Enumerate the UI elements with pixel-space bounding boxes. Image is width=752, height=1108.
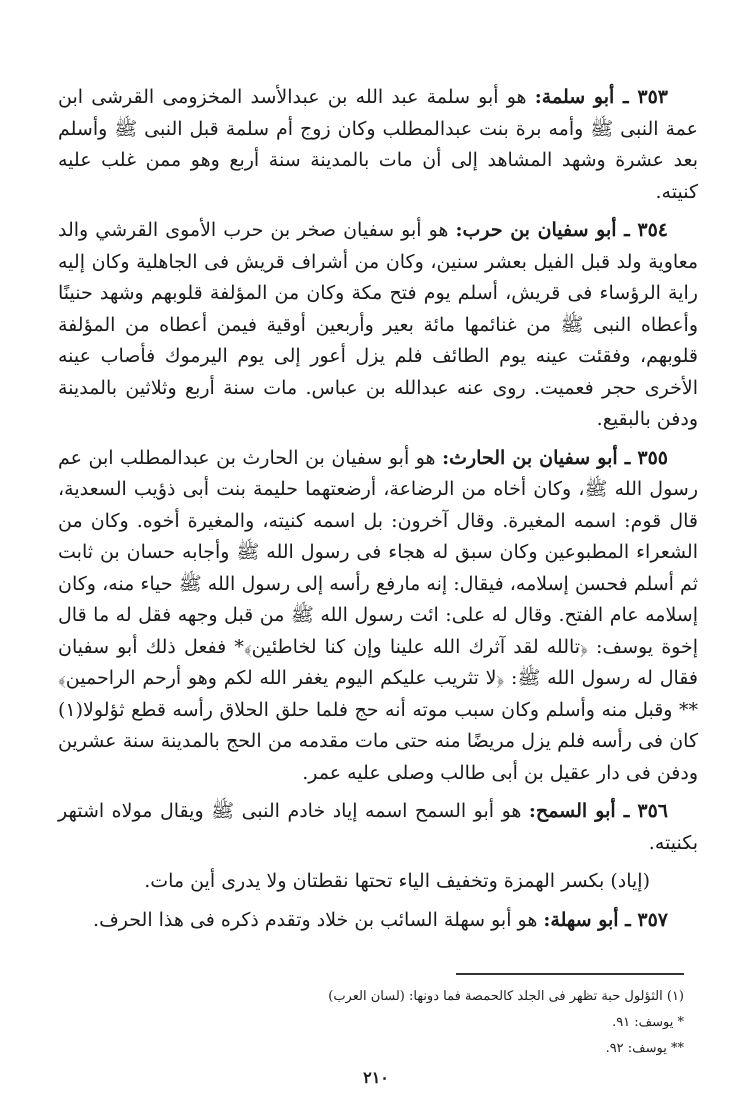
entry-body: هو أبو السمح اسمه إياد خادم النبى ﷺ ويقال مولاه اشتهر بكنيته. [58,800,698,854]
entry-heading: ٣٥٤ ـ أبو سفيان بن حرب: [455,219,668,241]
entry-body: هو أبو سفيان صخر بن حرب الأموى القرشي والد معاوية ولد قبل الفيل بعشر سنين، وكان من أشراف قريش فى الجاهلية وكان إليه راية الرؤساء فى قريش، أسلم يوم فتح مكة وكان من المؤلفة قلوبهم وشهد حنينًا وأعطاه النبى ﷺ من غنائمها مائة بعير وأربعين أوقية فيمن أعطاه من المؤلفة قلوبهم، وفقئت عينه يوم الطائف فلم يزل أعور إلى يوم اليرموك فأصاب عينه الأخرى حجر فعميت. روى عنه عبدالله بن عباس. مات سنة أربع وثلاثين بالمدينة ودفن بالبقيع. [58,219,698,430]
entry-heading: ٣٥٦ ـ أبو السمح: [528,800,669,822]
footnote-2: * يوسف: ٩١. [612,1015,684,1030]
entry-body: هو أبو سفيان بن الحارث بن عبدالمطلب ابن عم رسول الله ﷺ، وكان أخاه من الرضاعة، أرضعتهما حليمة بنت أبى ذؤيب السعدية، قال قوم: اسمه المغيرة. وقال آخرون: بل اسمه كنيته، والمغيرة أخوه. وكان من الشعراء المطبوعين وكان سبق له هجاء فى رسول الله ﷺ وأجابه حسان بن ثابت ثم أسلم فحسن إسلامه، فيقال: إنه مارفع رأسه إلى رسول الله ﷺ حياء منه، وكان إسلامه عام الفتح. وقال له على: ائت رسول الله ﷺ من قبل وجهه فقل له ما قال إخوة يوسف: ﴿تالله لقد آثرك الله علينا وإن كنا لخاطئين﴾* ففعل ذلك أبو سفيان فقال له رسول الله ﷺ: ﴿لا تثريب عليكم اليوم يغفر الله لكم وهو أرحم الراحمين﴾** وقبل منه وأسلم وكان سبب موته أنه حج فلما حلق الحلاق رأسه قطع ثؤلولا(١) كان فى رأسه فلم يزل مريضًا منه حتى مات مقدمه من الحج بالمدينة سنة عشرين ودفن فى دار عقيل بن أبى طالب وصلى عليه عمر. [58,446,698,784]
entry-heading: ٣٥٧ ـ أبو سهلة: [543,908,668,931]
entry-heading: ٣٥٥ ـ أبو سفيان بن الحارث: [442,446,668,469]
entry-body: هو أبو سهلة السائب بن خلاد وتقدم ذكره فى هذا الحرف. [93,908,544,931]
entry-heading: ٣٥٣ ـ أبو سلمة: [534,86,669,108]
footnote-1: (١) الثؤلول حبة تظهر فى الجلد كالحمصة فما دونها: (لسان العرب) [328,989,684,1004]
main-text [58,82,698,943]
entry-356-note [58,866,698,898]
footnote-divider [456,973,684,975]
entry-357 [58,905,698,937]
entry-355 [58,443,698,790]
footnote-3: ** يوسف: ٩٢. [605,1041,684,1056]
entry-body: هو أبو سلمة عبد الله بن عبدالأسد المخزومى القرشى ابن عمة النبى ﷺ وأمه برة بنت عبدالمطلب وكان زوج أم سلمة قبل النبى ﷺ وأسلم بعد عشرة وشهد المشاهد إلى أن مات بالمدينة سنة أربع وهو ممن غلب عليه كنيته. [58,86,698,203]
footnotes [300,984,684,1062]
entry-356 [58,796,698,859]
entry-353 [58,82,698,208]
page-number: ٢١٠ [363,1068,389,1087]
entry-body: (إياد) بكسر الهمزة وتخفيف الياء تحتها نقطتان ولا يدرى أين مات. [144,870,650,892]
entry-354 [58,215,698,436]
